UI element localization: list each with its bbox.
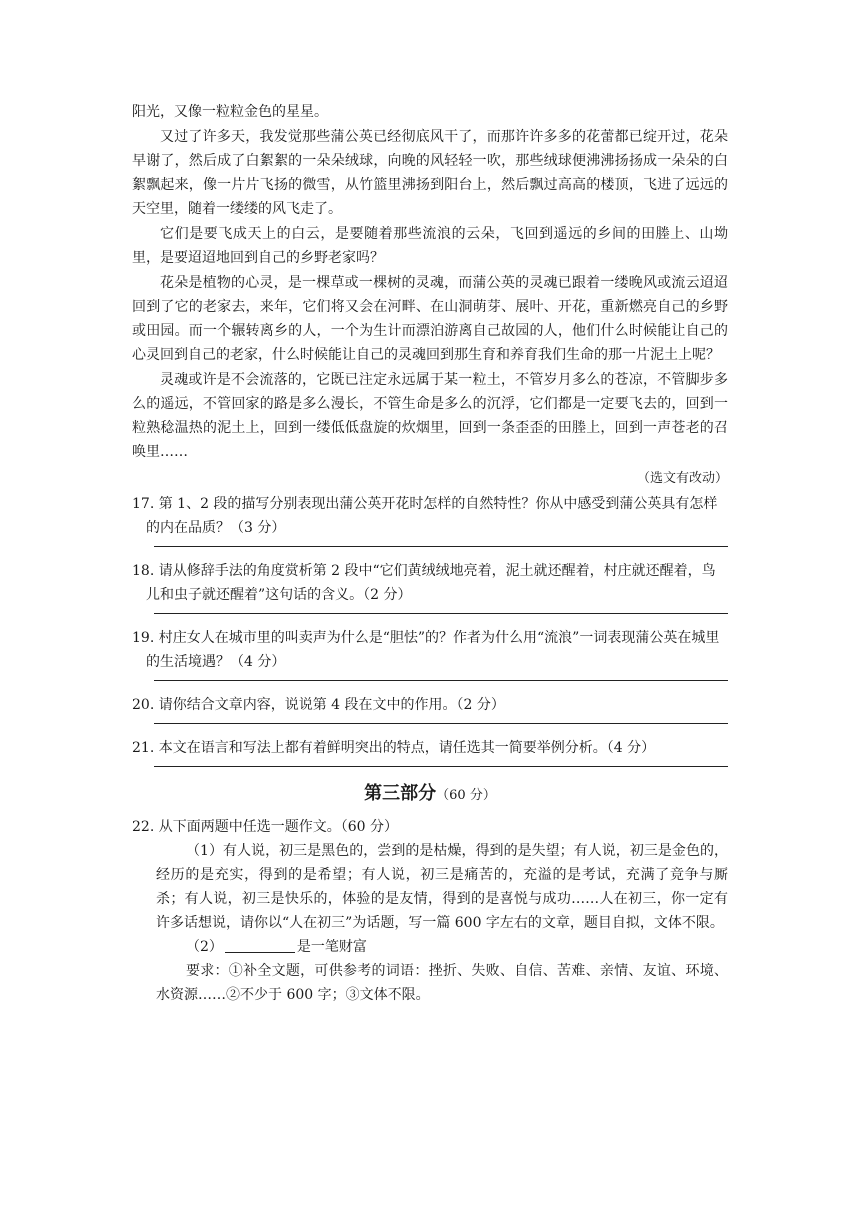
option-2-prefix: （2） [186,939,223,955]
composition-option-2 [156,935,728,959]
passage-paragraph-0: 阳光，又像一粒粒金色的星星。 [132,104,328,120]
section-title: 第三部分 [364,783,437,804]
title-blank [225,938,295,953]
composition-intro: 22. 从下面两题中任选一题作文。（60 分） [132,819,398,835]
passage-paragraph-4: 灵魂或许是不会流落的，它既已注定永远属于某一粒土，不管岁月多么的苍凉，不管脚步多么的遥远，不管回家的路是多么漫长，不管生命是多么的沉浮，它们都是一定要飞去的，回到一粒熟稔温热的泥土上，回到一缕低低盘旋的炊烟里，回到一条歪歪的田塍上，回到一声苍老的召唤里…… [132,372,728,460]
composition-requirements: 要求：①补全文题，可供参考的词语：挫折、失败、自信、苦难、亲情、友谊、环境、水资源……②不少于 600 字；③文体不限。 [156,963,728,1003]
question-19: 19. 村庄女人在城市里的叫卖声为什么是“胆怯”的？作者为什么用“流浪”一词表现蒲公英在城里的生活境遇？（4 分） [132,630,720,670]
question-18: 18. 请从修辞手法的角度赏析第 2 段中“它们黄绒绒地亮着，泥土就还醒着，村庄就还醒着，鸟儿和虫子就还醒着”这句话的含义。（2 分） [132,563,716,603]
passage-paragraph-3: 花朵是植物的心灵，是一棵草或一棵树的灵魂，而蒲公英的灵魂已跟着一缕晚风或流云迢迢回到了它的老家去，来年，它们将又会在河畔、在山洞萌芽、展叶、开花，重新燃亮自己的乡野或田园。而一个辗转离乡的人，一个为生计而漂泊游离自己故园的人，他们什么时候能让自己的心灵回到自己的老家，什么时候能让自己的灵魂回到那生育和养育我们生命的那一片泥土上呢？ [132,275,728,363]
question-21: 21. 本文在语言和写法上都有着鲜明突出的特点，请任选其一简要举例分析。（4 分） [132,740,656,756]
answer-line-21 [154,766,728,767]
passage-paragraph-2: 它们是要飞成天上的白云，是要随着那些流浪的云朵，飞回到遥远的乡间的田塍上、山坳里，是要迢迢地回到自己的乡野老家吗？ [132,226,728,266]
option-2-suffix: 是一笔财富 [296,939,367,955]
page-content [132,100,728,1007]
passage-paragraph-1: 又过了许多天，我发觉那些蒲公英已经彻底风干了，而那许许多多的花蕾都已绽开过，花朵早谢了，然后成了白絮絮的一朵朵绒球，向晚的风轻轻一吹，那些绒球便沸沸扬扬成一朵朵的白絮飘起来，像一片片飞扬的微雪，从竹篮里沸扬到阳台上，然后飘过高高的楼顶，飞进了远远的天空里，随着一缕缕的风飞走了。 [132,129,728,217]
question-17: 17. 第 1、2 段的描写分别表现出蒲公英开花时怎样的自然特性？你从中感受到蒲公英具有怎样的内在品质？（3 分） [132,496,718,536]
source-note: （选文有改动） [636,471,728,486]
question-20: 20. 请你结合文章内容，说说第 4 段在文中的作用。（2 分） [132,697,505,713]
answer-line-18 [154,613,728,614]
section-score: （60 分） [436,788,496,803]
section-heading [132,779,728,805]
answer-line-20 [154,723,728,724]
answer-line-19 [154,680,728,681]
answer-line-17 [154,546,728,547]
composition-option-1: （1）有人说，初三是黑色的，尝到的是枯燥，得到的是失望；有人说，初三是金色的，经历的是充实，得到的是希望；有人说，初三是痛苦的，充溢的是考试，充满了竞争与厮杀；有人说，初三是快乐的，体验的是友情，得到的是喜悦与成功……人在初三，你一定有许多话想说，请你以“人在初三”为话题，写一篇 600 字左右的文章，题目自拟，文体不限。 [156,843,728,931]
